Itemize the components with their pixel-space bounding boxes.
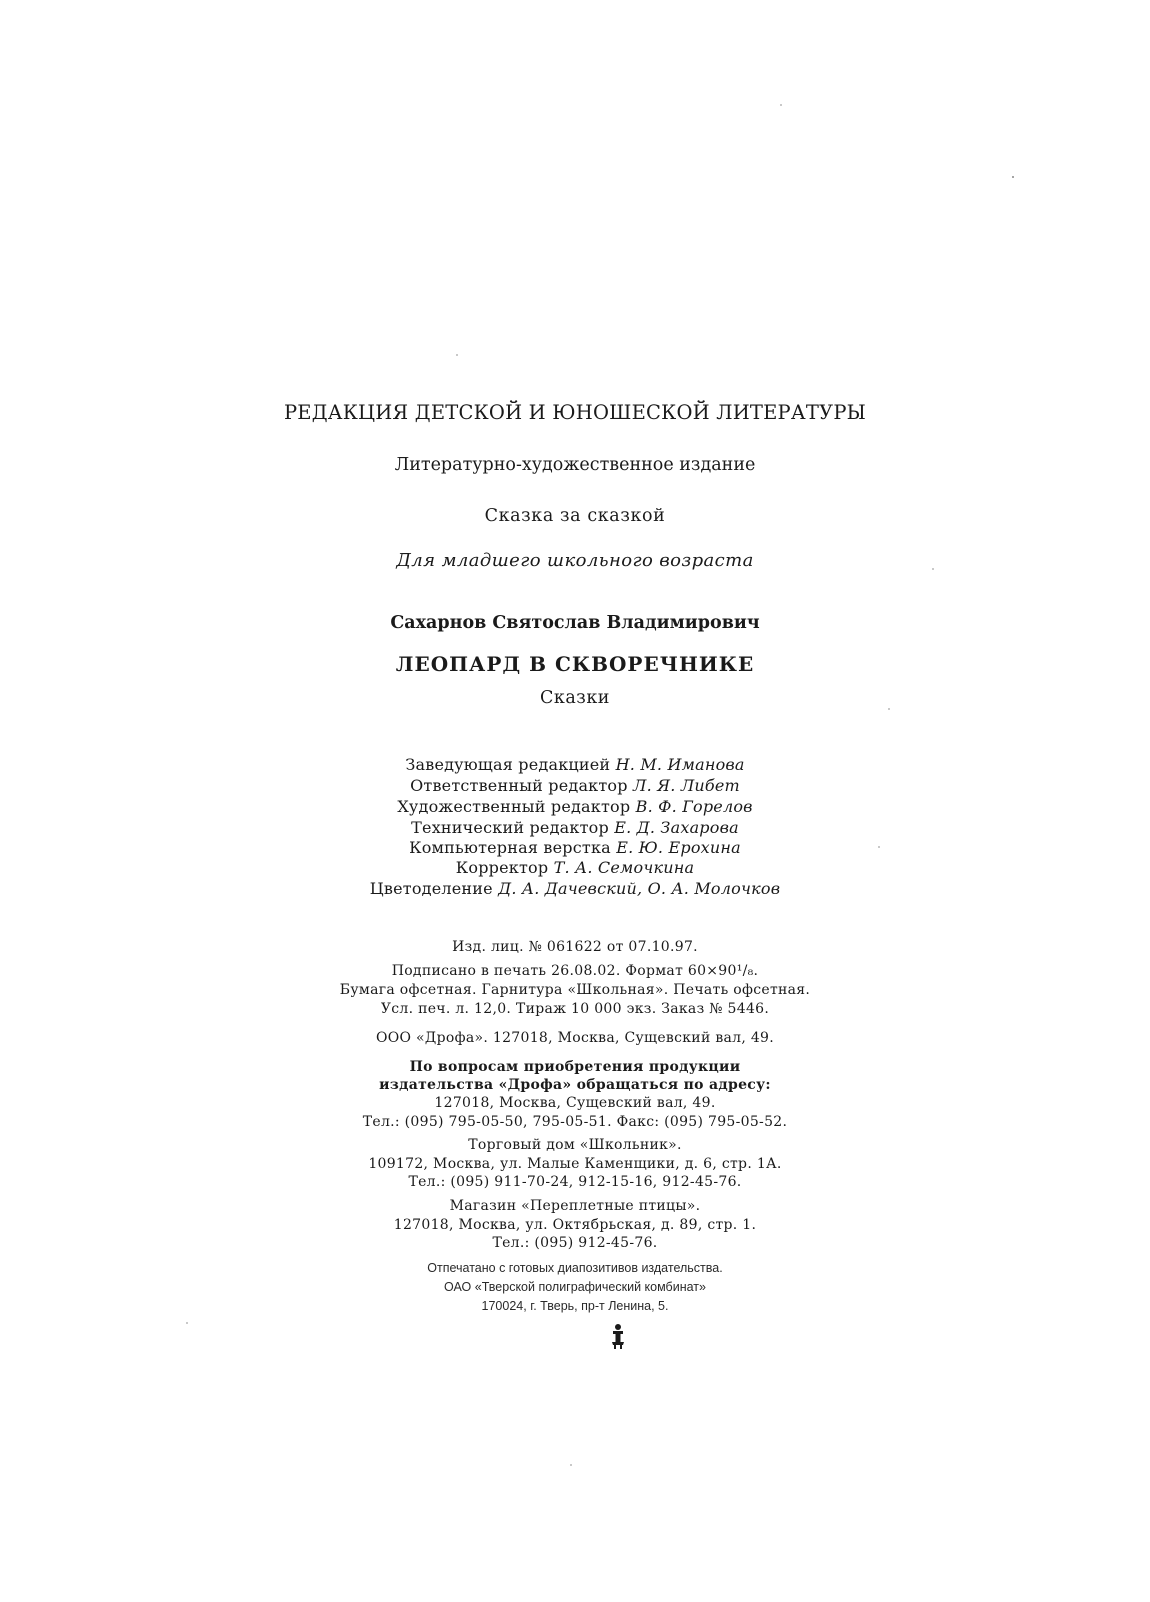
trade-house-line: Тел.: (095) 911-70-24, 912-15-16, 912-45-76.: [408, 1174, 742, 1190]
scan-speck: [1012, 176, 1014, 178]
run-line: Усл. печ. л. 12,0. Тираж 10 000 экз. Заказ № 5446.: [380, 1001, 770, 1017]
printer-mark-icon: [608, 1323, 628, 1349]
series-line: Сказка за сказкой: [484, 506, 666, 526]
publisher-line: ООО «Дрофа». 127018, Москва, Сущевский вал, 49.: [375, 1030, 775, 1046]
credit-line: [0, 820, 1150, 836]
scan-speck: [186, 1322, 188, 1324]
purchase-line: издательства «Дрофа» обращаться по адресу:: [379, 1077, 771, 1093]
trade-house-line: Торговый дом «Школьник».: [468, 1137, 682, 1153]
printer-line: ОАО «Тверской полиграфический комбинат»: [444, 1280, 706, 1294]
credit-person: Д. А. Дачевский, О. А. Молочков: [498, 879, 781, 898]
scan-speck: [456, 354, 458, 356]
credit-person: Е. Д. Захарова: [614, 818, 739, 837]
purchase-line: 127018, Москва, Сущевский вал, 49.: [434, 1095, 716, 1111]
credit-person: Е. Ю. Ерохина: [616, 838, 741, 857]
author-name: Сахарнов Святослав Владимирович: [390, 613, 760, 633]
book-subtitle: Сказки: [540, 688, 610, 708]
shop-line: Тел.: (095) 912-45-76.: [492, 1235, 658, 1251]
trade-house-line: 109172, Москва, ул. Малые Каменщики, д. 6, стр. 1А.: [368, 1156, 782, 1172]
printer-line: 170024, г. Тверь, пр-т Ленина, 5.: [481, 1299, 669, 1313]
shop-line: 127018, Москва, ул. Октябрьская, д. 89, стр. 1.: [393, 1217, 757, 1233]
book-title: ЛЕОПАРД В СКВОРЕЧНИКЕ: [395, 652, 755, 676]
scan-speck: [888, 708, 890, 710]
credit-person: Н. М. Иманова: [615, 755, 745, 774]
credit-role: Заведующая редакцией: [405, 755, 611, 774]
signed-line: Подписано в печать 26.08.02. Формат 60×90¹/₈.: [391, 963, 759, 979]
credit-role: Компьютерная верстка: [409, 838, 611, 857]
credit-line: [0, 778, 1150, 794]
credit-role: Цветоделение: [369, 879, 493, 898]
credit-person: В. Ф. Горелов: [635, 797, 753, 816]
credit-role: Корректор: [455, 858, 549, 877]
credit-role: Художественный редактор: [397, 797, 631, 816]
audience-line: Для младшего школьного возраста: [396, 550, 754, 571]
credit-person: Т. А. Семочкина: [553, 858, 695, 877]
credit-line: [0, 757, 1150, 773]
credit-line: [0, 840, 1150, 856]
genre-line: Литературно-художественное издание: [394, 455, 756, 475]
purchase-line: Тел.: (095) 795-05-50, 795-05-51. Факс: (095) 795-05-52.: [362, 1114, 788, 1130]
credit-role: Ответственный редактор: [410, 776, 628, 795]
department-heading: РЕДАКЦИЯ ДЕТСКОЙ И ЮНОШЕСКОЙ ЛИТЕРАТУРЫ: [283, 401, 867, 424]
credit-role: Технический редактор: [411, 818, 609, 837]
paper-line: Бумага офсетная. Гарнитура «Школьная». Печать офсетная.: [339, 982, 811, 998]
credit-line: [0, 799, 1150, 815]
scan-speck: [570, 1464, 572, 1466]
printer-line: Отпечатано с готовых диапозитивов издательства.: [427, 1261, 723, 1275]
scan-speck: [780, 104, 782, 106]
shop-line: Магазин «Переплетные птицы».: [449, 1198, 701, 1214]
purchase-line: По вопросам приобретения продукции: [409, 1059, 741, 1075]
credit-line: [0, 860, 1150, 876]
credit-line: [0, 881, 1150, 897]
credit-person: Л. Я. Либет: [633, 776, 740, 795]
license-line: Изд. лиц. № 061622 от 07.10.97.: [452, 939, 698, 955]
